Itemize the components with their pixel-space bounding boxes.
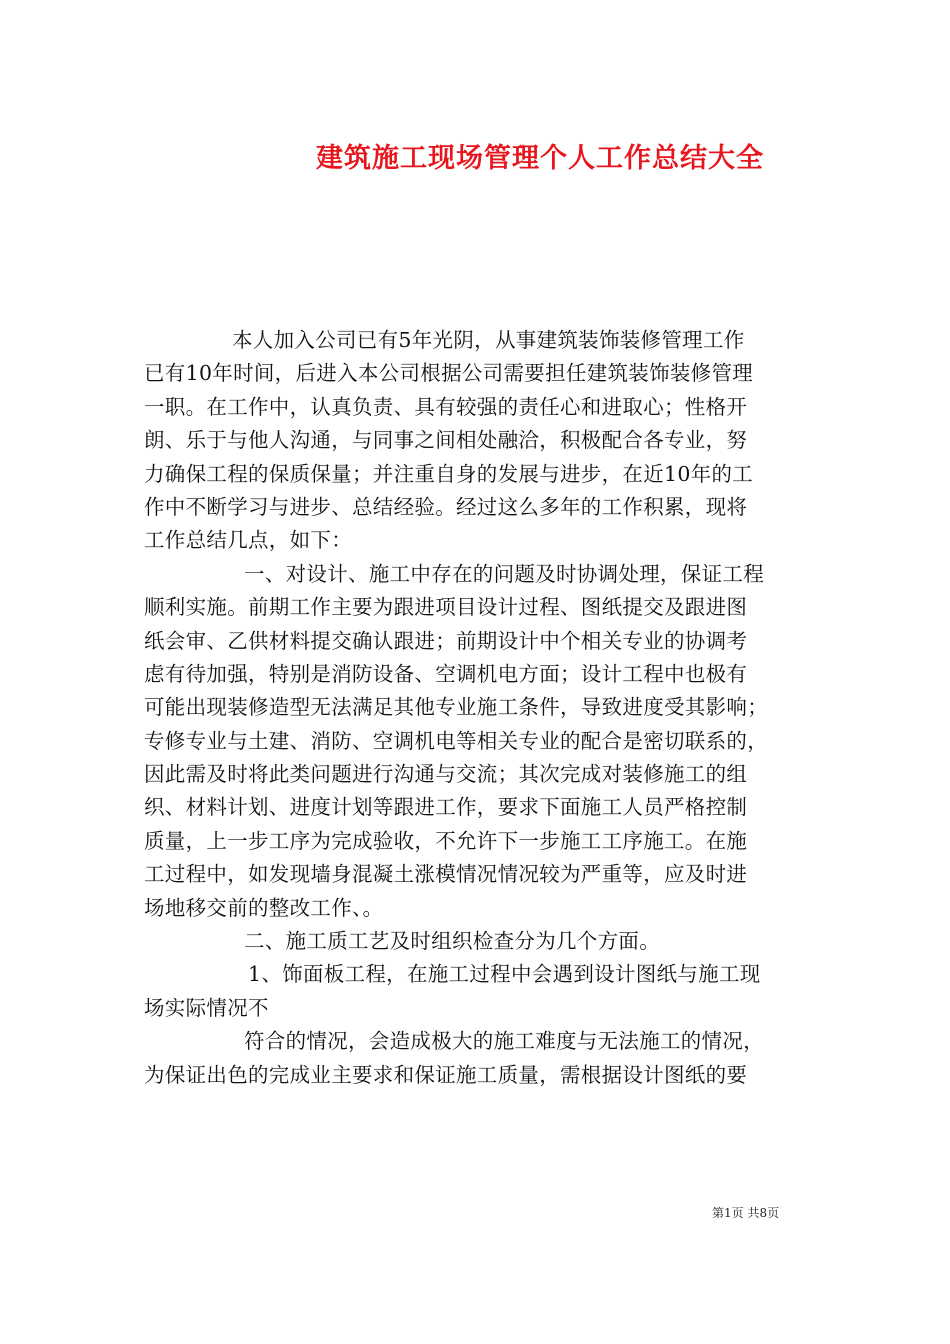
text-line: 场地移交前的整改工作、。 (144, 895, 384, 920)
text-line: 1、饰面板工程，在施工过程中会遇到设计图纸与施工现 (248, 962, 761, 987)
document-body (144, 324, 810, 1092)
text-line: 因此需及时将此类问题进行沟通与交流；其次完成对装修施工的组 (144, 762, 748, 787)
text-line: 专修专业与土建、消防、空调机电等相关专业的配合是密切联系的， (144, 728, 768, 753)
text-line: 工作总结几点，如下： (144, 528, 352, 553)
text-line: 纸会审、乙供材料提交确认跟进；前期设计中个相关专业的协调考 (144, 628, 748, 653)
text-line: 织、材料计划、进度计划等跟进工作，要求下面施工人员严格控制 (144, 795, 748, 820)
page-title: 建筑施工现场管理个人工作总结大全 (316, 143, 764, 174)
text-line: 作中不断学习与进步、总结经验。经过这么多年的工作积累，现将 (144, 494, 748, 519)
text-line: 本人加入公司已有5年光阴，从事建筑装饰装修管理工作 (232, 328, 745, 352)
text-line: 力确保工程的保质保量；并注重自身的发展与进步，在近10年的工 (144, 461, 754, 486)
text-line: 虑有待加强，特别是消防设备、空调机电方面；设计工程中也极有 (144, 661, 748, 686)
text-line: 朗、乐于与他人沟通，与同事之间相处融洽，积极配合各专业，努 (144, 428, 748, 453)
text-line: 顺利实施。前期工作主要为跟进项目设计过程、图纸提交及跟进图 (144, 595, 748, 620)
text-line: 二、施工质工艺及时组织检查分为几个方面。 (244, 929, 660, 954)
text-line: 一、对设计、施工中存在的问题及时协调处理，保证工程 (244, 561, 764, 586)
page-number: 第1页 共8页 (712, 1206, 780, 1220)
text-line: 场实际情况不 (144, 995, 269, 1020)
text-line: 工过程中，如发现墙身混凝土涨模情况情况较为严重等，应及时进 (144, 862, 748, 887)
text-line: 已有10年时间，后进入本公司根据公司需要担任建筑装饰装修管理 (144, 361, 754, 386)
text-line: 质量，上一步工序为完成验收，不允许下一步施工工序施工。在施 (144, 828, 748, 853)
text-line: 符合的情况，会造成极大的施工难度与无法施工的情况， (244, 1029, 764, 1054)
text-line: 可能出现装修造型无法满足其他专业施工条件，导致进度受其影响； (144, 695, 768, 720)
text-line: 一职。在工作中，认真负责、具有较强的责任心和进取心；性格开 (144, 394, 748, 419)
text-line: 为保证出色的完成业主要求和保证施工质量，需根据设计图纸的要 (144, 1062, 748, 1087)
